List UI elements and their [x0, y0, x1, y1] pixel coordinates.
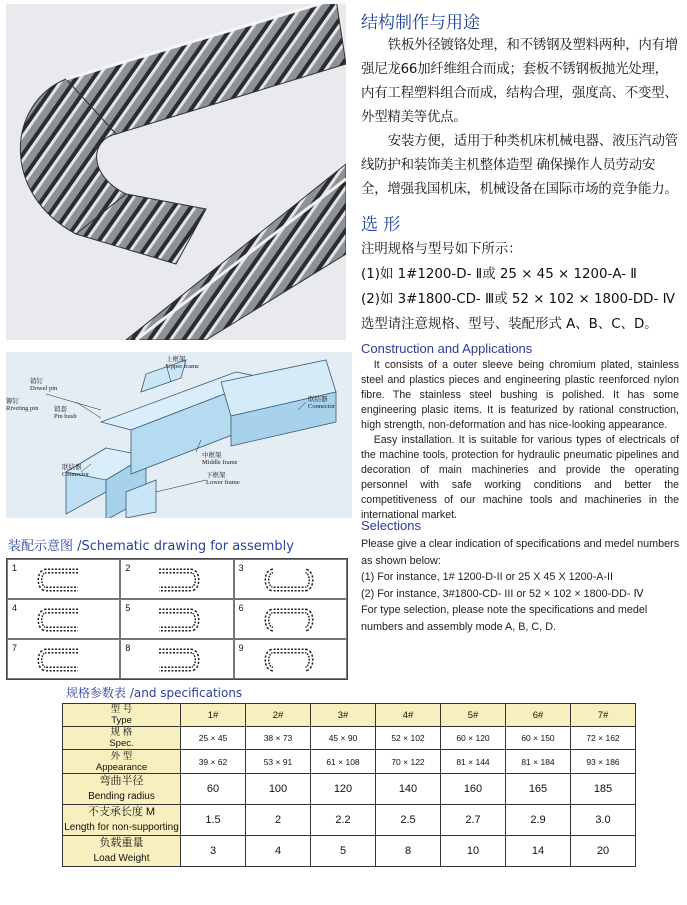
chain-route-icon [149, 643, 209, 677]
spec-cell: 165 [506, 774, 571, 805]
assembly-cell-number: 3 [238, 563, 244, 573]
cn-sel-note: 选型请注意规格、型号、装配形式 A、B、C、D。 [361, 317, 658, 332]
en-sel-note: For type selection, please note the specifications and medel numbers and assembly mode A, B, C, D. [361, 604, 648, 633]
label-connector-right: 联结器 Connector [308, 396, 336, 410]
spec-cell: 100 [246, 774, 311, 805]
label-middle-frame: 中框架 Middle frame [202, 452, 238, 466]
assembly-cell-number: 2 [125, 563, 131, 573]
spec-cell: 7# [571, 704, 636, 727]
spec-cell: 2.5 [376, 805, 441, 836]
spec-cell: 60 × 120 [441, 727, 506, 750]
spec-cell: 1.5 [181, 805, 246, 836]
spec-cell: 6# [506, 704, 571, 727]
chain-route-icon [36, 563, 96, 597]
en-para-2: Easy installation. It is suitable for various types of electricals of the machine tools, protection for hydraulic pneumatic pipelines and decoration of main machineries and provide the operating personnel with safe working conditions and better the competitiveness of our machine tools and machineries in the international market. [361, 434, 679, 521]
en-heading-construction: Construction and Applications [361, 341, 533, 356]
spec-row-header: 外 型 Appearance [63, 750, 181, 774]
en-selection-list [361, 536, 681, 635]
drag-chain-illustration [6, 4, 346, 340]
chain-route-icon [263, 603, 323, 637]
assembly-cell [120, 599, 233, 639]
spec-cell: 45 × 90 [311, 727, 376, 750]
assembly-cell [7, 599, 120, 639]
spec-row [63, 727, 636, 750]
label-connector-left: 联结器 Connector [62, 464, 90, 478]
cn-sel-intro: 注明规格与型号如下所示： [361, 242, 522, 257]
spec-cell: 14 [506, 836, 571, 867]
assembly-cell-number: 8 [125, 643, 131, 653]
label-riveting-pin: 铆钉 Riveting pin [6, 398, 39, 412]
spec-cell: 3# [311, 704, 376, 727]
frame-drawing [6, 352, 352, 518]
assembly-cell-number: 1 [12, 563, 18, 573]
assembly-cell-number: 9 [238, 643, 244, 653]
assembly-cell [120, 559, 233, 599]
spec-cell: 81 × 144 [441, 750, 506, 774]
assembly-cell [120, 639, 233, 679]
cn-para-1: 铁板外径镀铬处理，和不锈钢及塑料两种，内有增强尼龙66加纤维组合而成；套板不锈钢板抛光处理，内有工程塑料组合而成，结构合理，强度高、不变型、外型精美等优点。 [361, 38, 678, 125]
product-photo [6, 4, 346, 340]
exploded-diagram [6, 352, 352, 518]
chain-route-icon [149, 563, 209, 597]
assembly-cell [234, 599, 347, 639]
spec-row-header: 弯曲半径 Bending radius [63, 774, 181, 805]
spec-cell: 60 × 150 [506, 727, 571, 750]
spec-cell: 20 [571, 836, 636, 867]
spec-cell: 2 [246, 805, 311, 836]
spec-cell: 52 × 102 [376, 727, 441, 750]
spec-cell: 53 × 91 [246, 750, 311, 774]
spec-row-header: 不支承长度 M Length for non-supporting [63, 805, 181, 836]
assembly-grid [6, 558, 348, 680]
spec-cell: 70 × 122 [376, 750, 441, 774]
spec-cell: 4# [376, 704, 441, 727]
spec-cell: 1# [181, 704, 246, 727]
assembly-cell [7, 639, 120, 679]
assembly-cell [7, 559, 120, 599]
spec-cell: 2.7 [441, 805, 506, 836]
spec-cell: 2.2 [311, 805, 376, 836]
spec-cell: 61 × 108 [311, 750, 376, 774]
cn-sel-2: (2)如 3#1800-CD- Ⅲ或 52 × 102 × 1800-DD- Ⅳ [361, 292, 675, 307]
assembly-cell-number: 4 [12, 603, 18, 613]
cn-sel-1: (1)如 1#1200-D- Ⅱ或 25 × 45 × 1200-A- Ⅱ [361, 267, 637, 282]
spec-row [63, 805, 636, 836]
label-dowel-pin: 销钉 Dowel pin [30, 378, 58, 392]
spec-cell: 5# [441, 704, 506, 727]
label-pin-bush: 销套 Pin bush [54, 406, 77, 420]
spec-row [63, 750, 636, 774]
assembly-cell [234, 639, 347, 679]
cn-heading-selection: 选 形 [361, 215, 401, 235]
spec-title: 规格参数表 /and specifications [66, 686, 243, 700]
spec-cell: 39 × 62 [181, 750, 246, 774]
spec-row [63, 774, 636, 805]
spec-cell: 2# [246, 704, 311, 727]
spec-row [63, 836, 636, 867]
assembly-cell [234, 559, 347, 599]
assembly-title: 装配示意图 /Schematic drawing for assembly [8, 539, 294, 554]
cn-structure-text [361, 34, 681, 202]
spec-cell: 93 × 186 [571, 750, 636, 774]
spec-cell: 8 [376, 836, 441, 867]
spec-cell: 25 × 45 [181, 727, 246, 750]
spec-cell: 10 [441, 836, 506, 867]
en-construction-text [361, 358, 679, 523]
spec-row-header: 负载重量 Load Weight [63, 836, 181, 867]
chain-route-icon [149, 603, 209, 637]
spec-cell: 81 × 184 [506, 750, 571, 774]
cn-para-2: 安装方便，适用于种类机床机械电器、液压汽动管线防护和装饰美主机整体造型 确保操作人员劳动安全，增强我国机床，机械设备在国际市场的竞争能力。 [361, 134, 678, 197]
chain-route-icon [36, 603, 96, 637]
spec-row-header: 型 号 Type [63, 704, 181, 727]
en-heading-selections: Selections [361, 518, 421, 533]
spec-cell: 60 [181, 774, 246, 805]
spec-row [63, 704, 636, 727]
spec-cell: 72 × 162 [571, 727, 636, 750]
en-sel-intro: Please give a clear indication of specifications and medel numbers as shown below: [361, 538, 680, 567]
spec-cell: 4 [246, 836, 311, 867]
spec-cell: 2.9 [506, 805, 571, 836]
assembly-cell-number: 6 [238, 603, 244, 613]
spec-table [62, 703, 636, 867]
spec-cell: 3 [181, 836, 246, 867]
cn-heading-structure: 结构制作与用途 [361, 13, 480, 33]
spec-cell: 140 [376, 774, 441, 805]
label-upper-frame: 上框架 Upper frame [166, 356, 200, 370]
chain-route-icon [263, 563, 323, 597]
cn-selection-list [361, 237, 683, 337]
chain-route-icon [36, 643, 96, 677]
label-lower-frame: 下框架 Lower frame [206, 472, 240, 486]
chain-route-icon [263, 643, 323, 677]
spec-cell: 5 [311, 836, 376, 867]
spec-cell: 185 [571, 774, 636, 805]
spec-cell: 3.0 [571, 805, 636, 836]
assembly-cell-number: 5 [125, 603, 131, 613]
en-sel-2: (2) For instance, 3#1800-CD- III or 52 × 102 × 1800-DD- Ⅳ [361, 587, 644, 600]
assembly-cell-number: 7 [12, 643, 18, 653]
spec-cell: 160 [441, 774, 506, 805]
en-sel-1: (1) For instance, 1# 1200-D-II or 25 X 45 X 1200-A-II [361, 571, 614, 583]
spec-cell: 120 [311, 774, 376, 805]
en-para-1: It consists of a outer sleeve being chromium plated, stainless steel and plastics pieces and engineering plastic reenforced nylon fibre. The stainless steel bushing is polished. It has some engineering plasic items. It is featurized by rational construction, high strength, non-deformation and has nice-looking appearance. [361, 359, 679, 431]
spec-row-header: 规 格 Spec. [63, 727, 181, 750]
spec-cell: 38 × 73 [246, 727, 311, 750]
